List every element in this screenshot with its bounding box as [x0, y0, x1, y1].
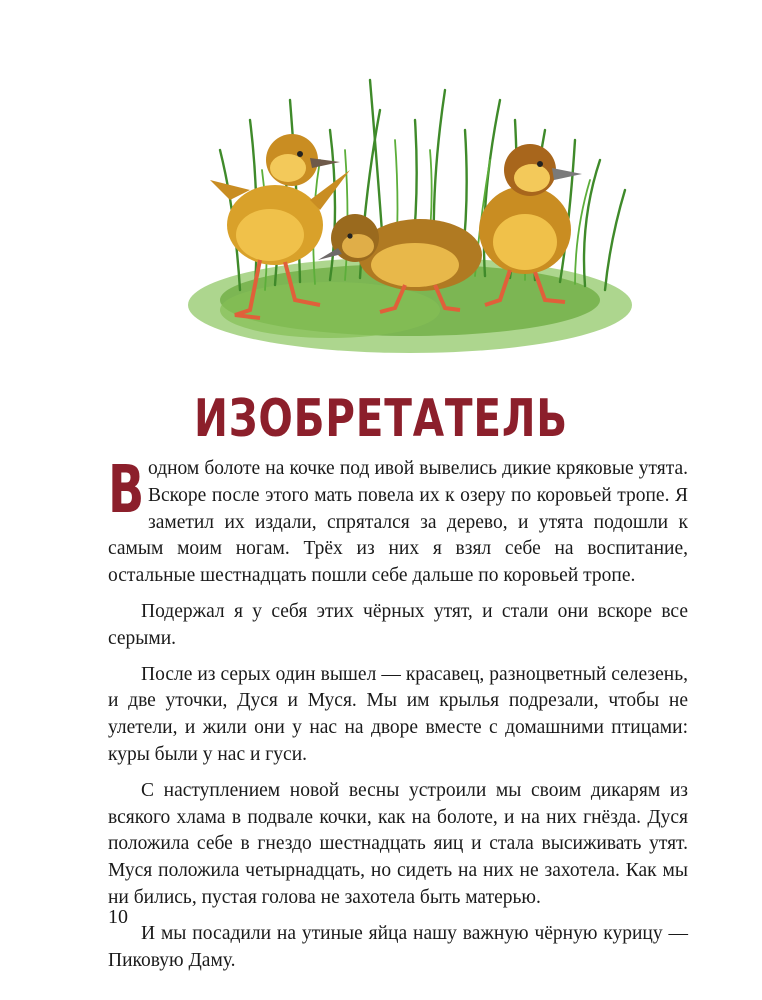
paragraph	[108, 451, 688, 590]
page-number: 10	[108, 906, 128, 928]
story-text	[108, 451, 688, 983]
drop-cap: В	[108, 451, 145, 528]
paragraph: Подержал я у себя этих чёрных утят, и стали они вскоре все серыми.	[108, 600, 688, 649]
ducklings-illustration	[180, 60, 640, 365]
paragraph: После из серых один вышел — красавец, разноцветный селезень, и две уточки, Дуся и Муся. Мы им крылья подрезали, чтобы не улетели, и жили они у нас на дворе вместе с домашними птицами: куры были у нас и гуси.	[108, 663, 688, 765]
paragraph: И мы посадили на утиные яйца нашу важную чёрную курицу — Пиковую Даму.	[108, 922, 688, 971]
paragraph-text: одном болоте на кочке под ивой вывелись дикие кряковые утята. Вскоре после этого мать повела их к озеру по коровьей тропе. Я заметил их издали, спрятался за дерево, и утята подошли к самым моим ногам. Трёх из них я взял себе на воспитание, остальные шестнадцать пошли себе дальше по коровьей тропе.	[108, 458, 688, 587]
page-title: ИЗОБРЕТАТЕЛЬ	[194, 389, 568, 449]
paragraph: С наступлением новой весны устроили мы своим дикарям из всякого хлама в подвале кочки, как на болоте, и на них гнёзда. Дуся положила себе в гнездо шестнадцать яиц и стала высиживать утят. Муся положила четырнадцать, но сидеть на них не захотела. Как мы ни бились, пустая голова не захотела быть матерью.	[108, 779, 688, 908]
